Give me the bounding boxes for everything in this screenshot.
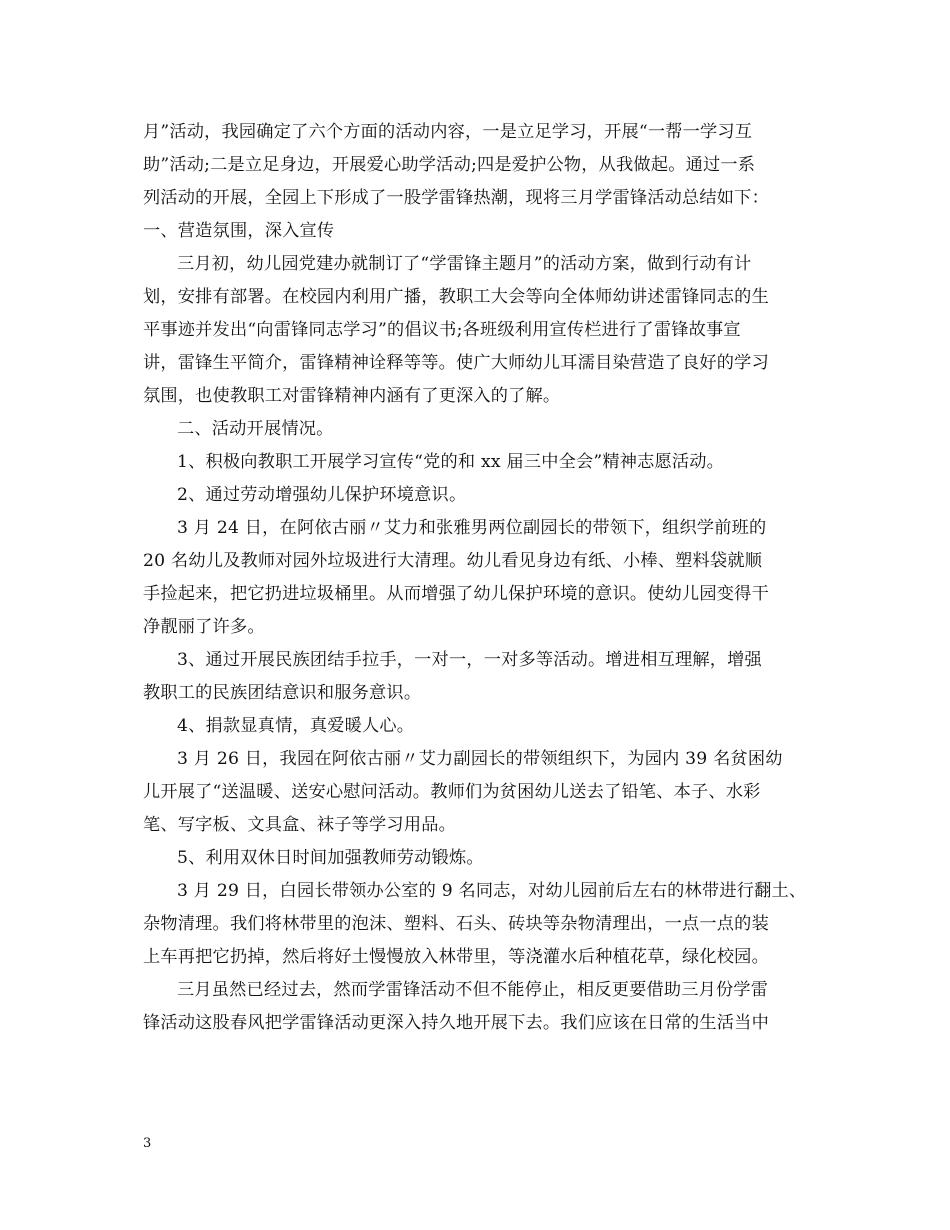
text-line: 教职工的民族团结意识和服务意识。 [143, 683, 422, 703]
text-line: 手捡起来，把它扔进垃圾桶里。从而增强了幼儿保护环境的意识。使幼儿园变得干 [143, 584, 769, 604]
text-line: 杂物清理。我们将林带里的泡沫、塑料、石头、砖块等杂物清理出，一点一点的装 [143, 914, 769, 934]
text-line: 一、营造氛围，深入宣传 [143, 221, 335, 241]
text-line: 3 月 24 日，在阿依古丽〃艾力和张雅男两位副园长的带领下，组织学前班的 [177, 518, 767, 538]
text-line: 上车再把它扔掉，然后将好土慢慢放入林带里，等浇灌水后种植花草，绿化校园。 [143, 947, 769, 967]
text-line: 二、活动开展情况。 [177, 419, 334, 439]
text-line: 笔、写字板、文具盒、袜子等学习用品。 [143, 815, 456, 835]
text-line: 三月初，幼儿园党建办就制订了“学雷锋主题月”的活动方案，做到行动有计 [177, 254, 752, 274]
text-line: 4、捐款显真情，真爱暖人心。 [177, 716, 415, 736]
text-line: 3、通过开展民族团结手拉手，一对一，一对多等活动。增进相互理解，增强 [177, 650, 762, 670]
text-line: 列活动的开展，全园上下形成了一股学雷锋热潮，现将三月学雷锋活动总结如下： [143, 188, 769, 208]
text-line: 锋活动这股春风把学雷锋活动更深入持久地开展下去。我们应该在日常的生活当中 [143, 1013, 769, 1033]
page-number: 3 [143, 1136, 152, 1151]
text-line: 3 月 26 日，我园在阿依古丽〃艾力副园长的带领组织下，为园内 39 名贫困幼 [177, 749, 783, 769]
text-line: 平事迹并发出“向雷锋同志学习”的倡议书;各班级利用宣传栏进行了雷锋故事宣 [143, 320, 741, 340]
text-line: 2、通过劳动增强幼儿保护环境意识。 [177, 485, 467, 505]
text-line: 20 名幼儿及教师对园外垃圾进行大清理。幼儿看见身边有纸、小棒、塑料袋就顺 [143, 551, 763, 571]
text-line: 划，安排有部署。在校园内利用广播，教职工大会等向全体师幼讲述雷锋同志的生 [143, 287, 769, 307]
text-line: 月”活动，我园确定了六个方面的活动内容，一是立足学习，开展“一帮一学习互 [143, 122, 753, 142]
text-line: 儿开展了“送温暖、送安心慰问活动。教师们为贫困幼儿送去了铅笔、本子、水彩 [143, 782, 761, 802]
text-line: 5、利用双休日时间加强教师劳动锻炼。 [177, 848, 484, 868]
text-line: 三月虽然已经过去，然而学雷锋活动不但不能停止，相反更要借助三月份学雷 [177, 980, 769, 1000]
text-line: 3 月 29 日，白园长带领办公室的 9 名同志，对幼儿园前后左右的林带进行翻土、 [177, 881, 807, 901]
text-line: 净靓丽了许多。 [143, 617, 265, 637]
text-line: 氛围，也使教职工对雷锋精神内涵有了更深入的了解。 [143, 386, 561, 406]
text-line: 助”活动;二是立足身边，开展爱心助学活动;四是爱护公物，从我做起。通过一系 [143, 155, 756, 175]
text-line: 讲，雷锋生平简介，雷锋精神诠释等等。使广大师幼儿耳濡目染营造了良好的学习 [143, 353, 769, 373]
document-body [143, 116, 823, 1040]
text-line: 1、积极向教职工开展学习宣传“党的和 xx 届三中全会”精神志愿活动。 [177, 452, 725, 472]
